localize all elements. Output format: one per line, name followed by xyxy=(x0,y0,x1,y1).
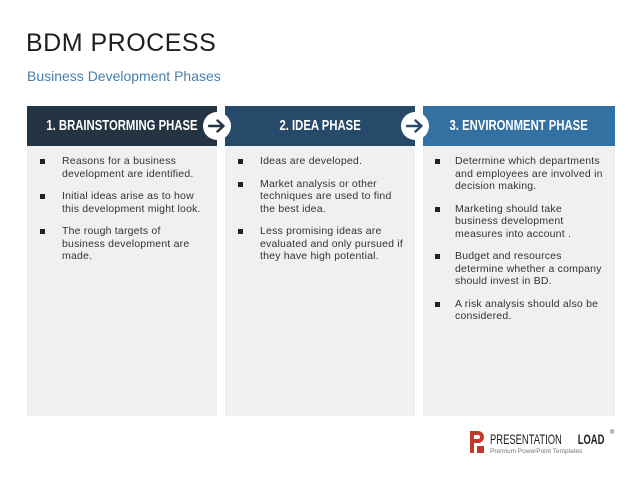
phase-2-content xyxy=(225,146,415,416)
phase-1-bullet-list xyxy=(27,146,217,263)
page-subtitle: Business Development Phases xyxy=(27,68,221,84)
logo-wordmark xyxy=(490,431,637,447)
phase-1-header-label: 1. BRAINSTORMING PHASE xyxy=(46,118,198,134)
phase-3-content xyxy=(423,146,615,416)
list-item: Ideas are developed. xyxy=(225,155,415,168)
list-item: The rough targets of business development are made. xyxy=(27,225,217,263)
list-item: A risk analysis should also be considered. xyxy=(423,298,615,323)
presentationload-logo xyxy=(468,428,618,460)
phase-3-header-label: 3. ENVIRONMENT PHASE xyxy=(449,118,589,134)
list-item: Marketing should take business development measures into account . xyxy=(423,203,615,241)
logo-name-bold: LOAD xyxy=(577,431,605,447)
arrow-right-icon xyxy=(401,112,429,140)
presentationload-logo-icon xyxy=(468,429,486,455)
phase-1-header xyxy=(27,106,217,146)
logo-registered-mark: ® xyxy=(610,430,615,436)
phase-2-header xyxy=(225,106,415,146)
phase-2-header-label: 2. IDEA PHASE xyxy=(279,118,361,134)
list-item: Budget and resources determine whether a company should invest in BD. xyxy=(423,250,615,288)
phase-2-bullet-list xyxy=(225,146,415,263)
phase-1-content xyxy=(27,146,217,416)
list-item: Reasons for a business development are identified. xyxy=(27,155,217,180)
list-item: Less promising ideas are evaluated and only pursued if they have high potential. xyxy=(225,225,415,263)
arrow-right-icon xyxy=(203,112,231,140)
list-item: Determine which departments and employees are involved in decision making. xyxy=(423,155,615,193)
list-item: Initial ideas arise as to how this development might look. xyxy=(27,190,217,215)
page-title: BDM PROCESS xyxy=(26,29,217,57)
phase-3-bullet-list xyxy=(423,146,615,323)
list-item: Market analysis or other techniques are used to find the best idea. xyxy=(225,178,415,216)
logo-name-light: PRESENTATION xyxy=(490,431,562,447)
phase-3-header xyxy=(423,106,615,146)
logo-tagline: Premium PowerPoint Templates xyxy=(490,448,583,455)
